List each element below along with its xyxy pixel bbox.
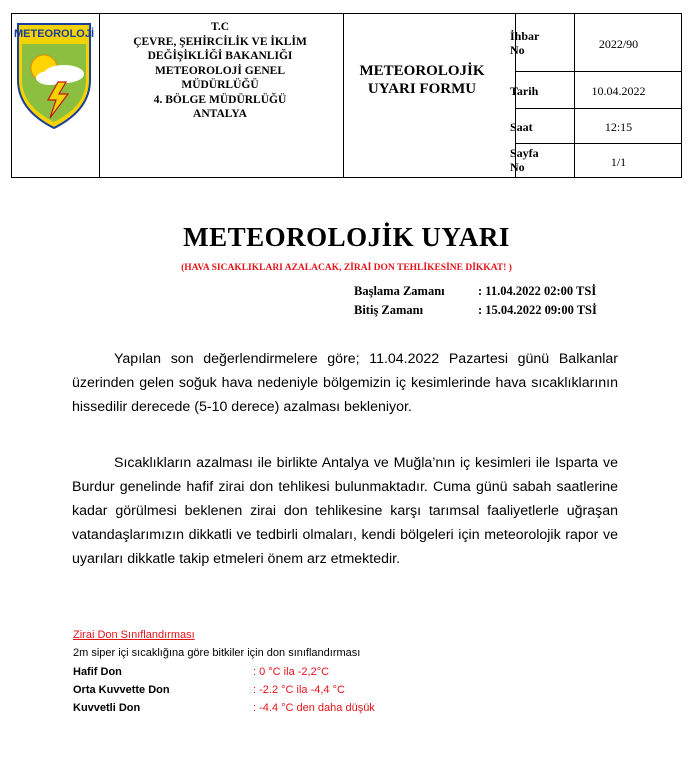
field-label-line: Saat (510, 120, 533, 134)
org-line: METEOROLOJİ GENEL (154, 64, 286, 77)
frost-class-label: Kuvvetli Don (73, 702, 141, 714)
frost-class-value: : 0 °C ila -2,2°C (253, 666, 330, 678)
field-label-line: Tarih (510, 84, 539, 98)
field-label-line: Sayfa (510, 146, 539, 160)
field-value-sayfa: 1/1 (610, 155, 627, 169)
form-title-line: UYARI FORMU (367, 81, 477, 97)
field-value-saat: 12:15 (604, 120, 633, 134)
warning-title: METEOROLOJİK UYARI (183, 222, 510, 252)
org-line: ANTALYA (193, 108, 247, 120)
frost-class-label: Orta Kuvvette Don (73, 684, 170, 696)
field-label-ihbar (510, 29, 568, 57)
frost-class-value: : -4.4 °C den daha düşük (253, 702, 375, 714)
form-title-line: METEOROLOJİK (359, 63, 485, 79)
field-label-tarih (510, 84, 568, 98)
start-time-value: : 11.04.2022 02:00 TSİ (478, 284, 597, 298)
field-label-line: No (510, 43, 525, 57)
field-label-line: İhbar (510, 29, 540, 43)
classification-description: 2m siper içi sıcaklığına göre bitkiler için don sınıflandırması (73, 647, 361, 659)
logo-text: METEOROLOJİ (14, 28, 94, 40)
end-time-value: : 15.04.2022 09:00 TSİ (478, 303, 597, 317)
org-line: MÜDÜRLÜĞÜ (181, 79, 259, 91)
org-line: T.C (211, 21, 229, 33)
field-value-ihbar: 2022/90 (598, 37, 639, 51)
form-title (342, 62, 502, 98)
field-label-line: No (510, 160, 525, 174)
field-label-sayfa (510, 146, 568, 174)
field-value-tarih: 10.04.2022 (591, 84, 646, 98)
paragraph-1: Yapılan son değerlendirmelere göre; 11.04.2022 Pazartesi günü Balkanlar üzerinden gelen soğuk hava nedeniyle bölgemizin iç kesimlerinde hava sıcaklıklarının hissedilir derecede (5-10 derece) azalması bekleniyor. (72, 351, 618, 415)
org-line: 4. BÖLGE MÜDÜRLÜĞÜ (153, 93, 287, 106)
field-label-saat (510, 120, 568, 134)
end-time-label: Bitiş Zamanı (354, 303, 424, 317)
warning-subtitle: (HAVA SICAKLIKLARI AZALACAK, ZİRAİ DON TEHLİKESİNE DİKKAT! ) (181, 263, 512, 273)
org-line: DEĞİŞİKLİĞİ BAKANLIĞI (147, 50, 293, 62)
frost-class-value: : -2.2 °C ila -4,4 °C (253, 684, 345, 696)
organization-block (100, 20, 340, 122)
paragraph-2: Sıcaklıkların azalması ile birlikte Antalya ve Muğla’nın iç kesimleri ile Isparta ve Burdur genelinde hafif zirai don tehlikesi bulunmaktadır. Cuma günü sabah saatlerine kadar görülmesi beklenen zirai don tehlikesine karşı tarımsal faaliyetlerle uğraşan vatandaşlarımızın dikkatli ve tedbirli olmaları, kendi bölgeleri için meteorolojik rapor ve uyarıları dikkatle takip etmeleri önem arz etmektedir. (72, 455, 618, 567)
start-time-label: Başlama Zamanı (354, 284, 445, 298)
org-line: ÇEVRE, ŞEHİRCİLİK VE İKLİM (133, 35, 307, 48)
meteoroloji-logo (14, 20, 94, 132)
classification-heading: Zirai Don Sınıflandırması (73, 629, 195, 641)
frost-class-label: Hafif Don (73, 666, 122, 678)
